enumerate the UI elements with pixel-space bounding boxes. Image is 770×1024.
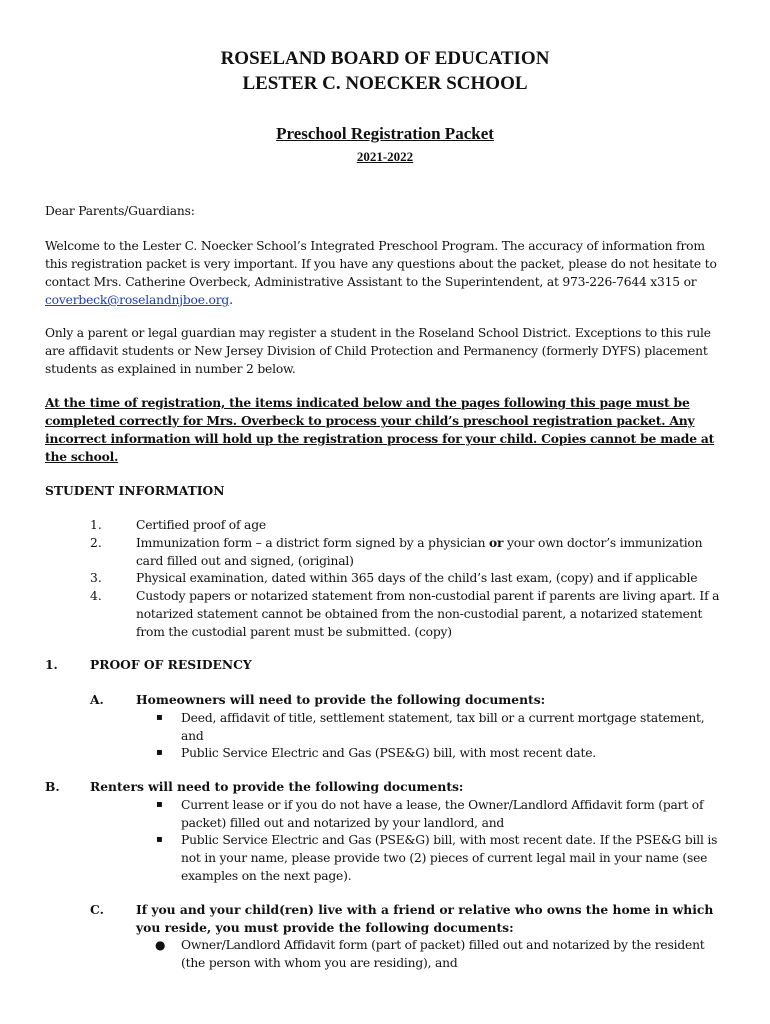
round-bullet-icon: ● (155, 938, 166, 952)
section-b-title: Renters will need to provide the following documents: (90, 779, 464, 794)
student-info-item-4: Custody papers or notarized statement from non-custodial parent if parents are living apart. If a notarized statement cannot be obtained from the non-custodial parent, a notarized statement from the custodial parent must be submitted. (copy) (136, 589, 720, 639)
section-a-bullet-2: Public Service Electric and Gas (PSE&G) bill, with most recent date. (181, 746, 596, 760)
square-bullet-icon: ▪ (156, 712, 163, 723)
square-bullet-icon: ▪ (156, 799, 163, 810)
section-c-label: C. (90, 902, 104, 917)
district-title: ROSELAND BOARD OF EDUCATION (220, 48, 550, 69)
square-bullet-icon: ▪ (156, 747, 163, 758)
welcome-text: Welcome to the Lester C. Noecker School’s Integrated Preschool Program. The accuracy of information from this registration packet is very important. If you have any questions about the packet, please do not hesitate to contact Mrs. Catherine Overbeck, Administrative Assistant to the Superintendent, at 973-226-7644 x315 or (45, 239, 717, 289)
list-number: 2. (90, 536, 102, 550)
school-year: 2021-2022 (356, 149, 414, 164)
student-info-item-3: Physical examination, dated within 365 days of the child’s last exam, (copy) and if applicable (136, 571, 698, 585)
welcome-paragraph (45, 237, 730, 309)
packet-title: Preschool Registration Packet (276, 124, 494, 143)
section-c-title: If you and your child(ren) live with a friend or relative who owns the home in which you reside, you must provide the following documents: (136, 902, 714, 935)
email-suffix: . (229, 293, 233, 307)
residency-heading: PROOF OF RESIDENCY (90, 657, 252, 672)
item-2-text-after: your own doctor’s immunization card filled out and signed, (original) (136, 536, 703, 568)
list-number: 4. (90, 589, 102, 603)
section-b-bullet-2: Public Service Electric and Gas (PSE&G) bill, with most recent date. If the PSE&G bill is not in your name, please provide two (2) pieces of current legal mail in your name (see examples on the next page). (181, 833, 718, 883)
registration-notice: At the time of registration, the items indicated below and the pages following this page must be completed correctly for Mrs. Overbeck to process your child’s preschool registration packet. Any incorrect information will hold up the registration process for your child. Copies cannot be made at the school. (45, 395, 715, 464)
square-bullet-icon: ▪ (156, 834, 163, 845)
school-title: LESTER C. NOECKER SCHOOL (242, 73, 528, 94)
residency-number: 1. (45, 657, 58, 672)
eligibility-paragraph: Only a parent or legal guardian may register a student in the Roseland School District. Exceptions to this rule are affidavit students or New Jersey Division of Child Protection and Permanency (formerly DYFS) placement students as explained in number 2 below. (45, 326, 711, 376)
section-a-bullet-1: Deed, affidavit of title, settlement statement, tax bill or a current mortgage statement, and (181, 711, 705, 743)
student-info-heading: STUDENT INFORMATION (45, 483, 225, 498)
student-info-item-1: Certified proof of age (136, 518, 266, 532)
item-2-text-bold: or (489, 535, 504, 550)
email-link[interactable]: coverbeck@roselandnjboe.org (45, 293, 230, 307)
section-a-label: A. (90, 692, 104, 707)
item-2-text-before: Immunization form – a district form signed by a physician (136, 536, 489, 550)
list-number: 1. (90, 518, 102, 532)
salutation: Dear Parents/Guardians: (45, 204, 195, 218)
list-number: 3. (90, 571, 102, 585)
section-b-bullet-1: Current lease or if you do not have a lease, the Owner/Landlord Affidavit form (part of packet) filled out and notarized by your landlord, and (181, 798, 704, 830)
section-c-bullet-1: Owner/Landlord Affidavit form (part of packet) filled out and notarized by the resident (the person with whom you are residing), and (181, 938, 705, 970)
student-info-item-2 (136, 534, 731, 570)
section-a-title: Homeowners will need to provide the following documents: (136, 692, 546, 707)
section-b-label: B. (45, 779, 60, 794)
